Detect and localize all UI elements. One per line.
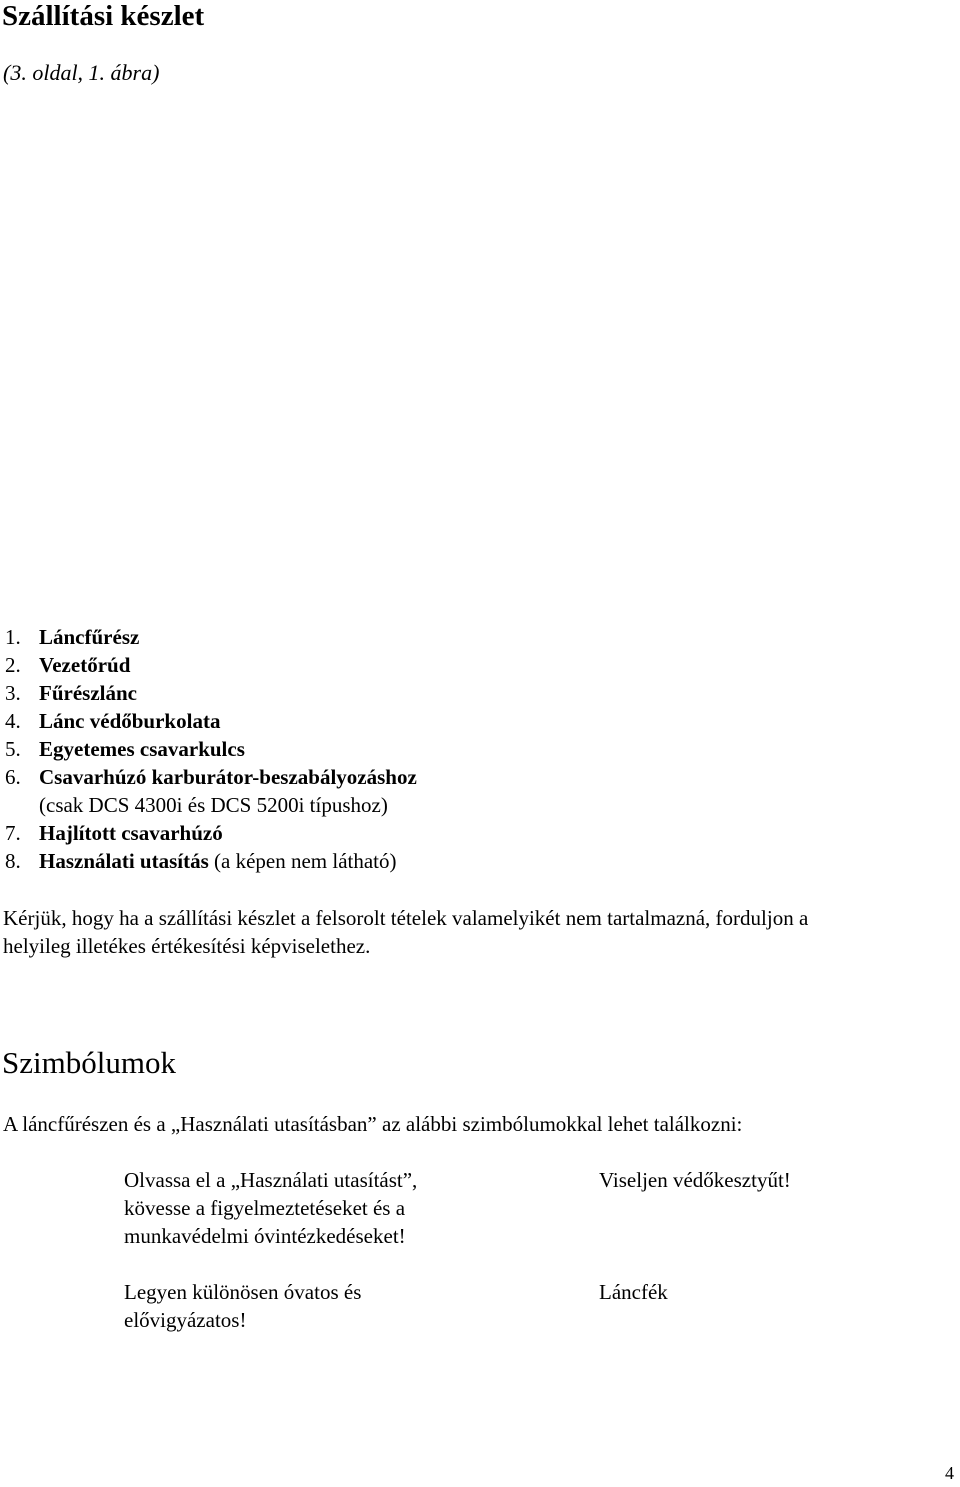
missing-items-note: Kérjük, hogy ha a szállítási készlet a felsorolt tételek valamelyikét nem tartalmazná, forduljon a helyileg illetékes értékesítési képviselethez. bbox=[3, 906, 809, 958]
list-item: 6. Csavarhúzó karburátor-beszabályozáshoz bbox=[5, 765, 417, 789]
list-item: 2. Vezetőrúd bbox=[5, 653, 131, 677]
list-item-continuation: (csak DCS 4300i és DCS 5200i típushoz) bbox=[39, 793, 388, 817]
list-item: 7. Hajlított csavarhúzó bbox=[5, 821, 223, 845]
page-number: 4 bbox=[945, 1463, 954, 1483]
list-item: 5. Egyetemes csavarkulcs bbox=[5, 737, 245, 761]
list-item: 4. Lánc védőburkolata bbox=[5, 709, 221, 733]
symbols-intro: A láncfűrészen és a „Használati utasításban” az alábbi szimbólumokkal lehet találkozni: bbox=[3, 1112, 743, 1136]
figure-reference: (3. oldal, 1. ábra) bbox=[3, 60, 160, 85]
list-item: 3. Fűrészlánc bbox=[5, 681, 137, 705]
delivery-list bbox=[5, 623, 417, 875]
symbol-caution-text: Legyen különösen óvatos és elővigyázatos! bbox=[124, 1280, 362, 1332]
symbol-wear-gloves-text: Viseljen védőkesztyűt! bbox=[599, 1168, 791, 1192]
symbol-chain-brake-text: Láncfék bbox=[599, 1280, 668, 1304]
list-item: 8. Használati utasítás (a képen nem látható) bbox=[5, 849, 397, 873]
page-title: Szállítási készlet bbox=[2, 0, 205, 32]
list-item: 1. Láncfűrész bbox=[5, 625, 140, 649]
symbols-heading: Szimbólumok bbox=[2, 1045, 176, 1080]
symbol-read-manual-text: Olvassa el a „Használati utasítást”, kövesse a figyelmeztetéseket és a munkavédelmi óvintézkedéseket! bbox=[124, 1168, 418, 1248]
